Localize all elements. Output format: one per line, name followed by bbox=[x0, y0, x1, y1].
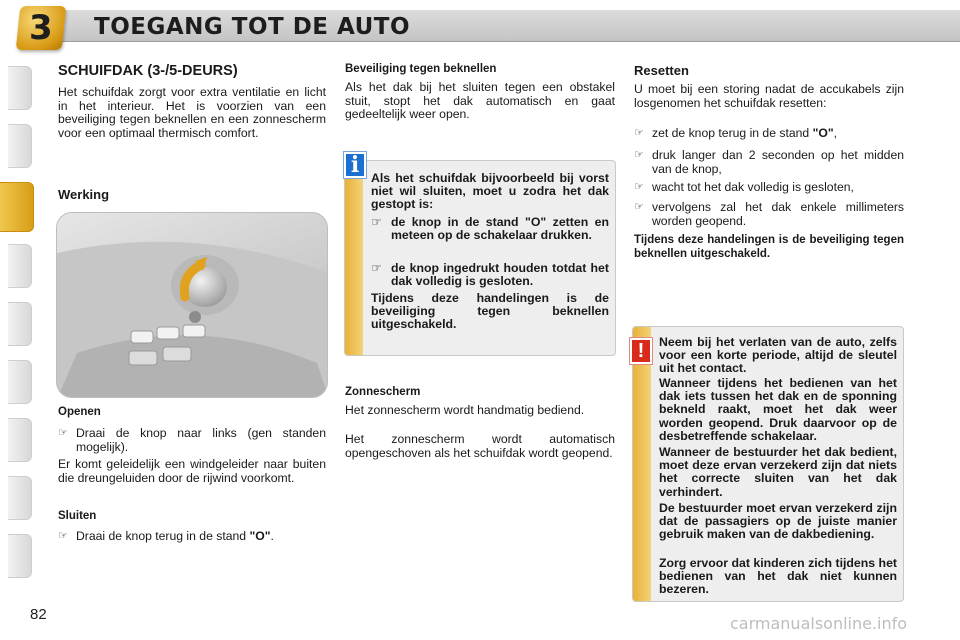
info-bullet-1-end: zetten en meteen op de schakelaar drukken. bbox=[391, 215, 609, 243]
openen-instruction bbox=[58, 427, 326, 454]
chapter-number: 3 bbox=[29, 8, 53, 48]
zonnescherm-text-1: Het zonnescherm wordt handmatig bediend. bbox=[345, 403, 585, 417]
position-o-label: "O" bbox=[812, 126, 834, 140]
pointing-hand-icon: ☞ bbox=[371, 261, 383, 275]
zonnescherm-title: Zonnescherm bbox=[345, 386, 421, 398]
chapter-tabs bbox=[0, 62, 40, 582]
beknellen-text: Als het dak bij het sluiten tegen een obstakel stuit, stopt het dak automatisch en gaat gedeeltelijk weer open. bbox=[345, 80, 615, 122]
resetten-step-4-text: vervolgens zal het dak enkele millimeters worden geopend. bbox=[652, 200, 904, 228]
info-end: Tijdens deze handelingen is de beveiliging tegen beknellen uitgeschakeld. bbox=[371, 291, 609, 332]
resetten-text: U moet bij een storing nadat de accukabels zijn losgenomen het schuifdak resetten: bbox=[634, 82, 904, 110]
openen-bullet-text: Draai de knop naar links (gen standen mogelijk). bbox=[76, 426, 326, 454]
openen-text: Er komt geleidelijk een windgeleider naar buiten die dreungeluiden door de rijwind voorkomt. bbox=[58, 457, 326, 485]
chapter-tab-6[interactable] bbox=[8, 360, 32, 404]
position-o-label: "O" bbox=[249, 529, 271, 543]
page-title: TOEGANG TOT DE AUTO bbox=[94, 14, 411, 40]
page-number: 82 bbox=[30, 606, 47, 623]
warning-4: De bestuurder moet ervan verzekerd zijn dat de passagiers op de juiste manier gebruik maken van de dakbediening. bbox=[659, 501, 897, 542]
sunroof-control-illustration bbox=[57, 213, 328, 398]
pointing-hand-icon: ☞ bbox=[634, 149, 644, 161]
info-bullet-2 bbox=[371, 262, 609, 288]
warning-box-strip bbox=[633, 327, 651, 601]
resetten-step-2 bbox=[634, 149, 904, 176]
resetten-step-1-end: , bbox=[833, 126, 838, 140]
chapter-tab-9[interactable] bbox=[8, 534, 32, 578]
info-intro: Als het schuifdak bijvoorbeeld bij vorst niet wil sluiten, moet u zodra het dak gestopt is: bbox=[371, 171, 609, 212]
warning-icon: ! bbox=[630, 338, 652, 364]
position-o-label: "O" bbox=[525, 215, 547, 229]
pointing-hand-icon: ☞ bbox=[371, 215, 383, 229]
intro-text: Het schuifdak zorgt voor extra ventilatie en licht in het interieur. Het is voorzien van een beveiliging tegen beknellen en een zonnescherm voor een optimaal thermisch comfort. bbox=[58, 85, 326, 140]
warning-3: Wanneer de bestuurder het dak bedient, moet deze ervan verzekerd zijn dat niets het correcte sluiten van het dak verhindert. bbox=[659, 445, 897, 499]
sluiten-title: Sluiten bbox=[58, 510, 97, 522]
warning-5: Zorg ervoor dat kinderen zich tijdens het bedienen van het dak niet kunnen bezeren. bbox=[659, 556, 897, 597]
info-box-strip bbox=[345, 161, 363, 355]
sluiten-bullet-text: Draai de knop terug in de stand bbox=[76, 529, 250, 543]
resetten-step-4 bbox=[634, 201, 904, 228]
openen-title: Openen bbox=[58, 406, 101, 418]
info-bullet-1-text: de knop in de stand bbox=[391, 215, 525, 229]
pointing-hand-icon: ☞ bbox=[58, 427, 68, 439]
chapter-tab-8[interactable] bbox=[8, 476, 32, 520]
chapter-tab-4[interactable] bbox=[8, 244, 32, 288]
section-title: SCHUIFDAK (3-/5-DEURS) bbox=[58, 63, 238, 79]
werking-title: Werking bbox=[58, 187, 110, 202]
resetten-step-1 bbox=[634, 127, 904, 141]
resetten-end: Tijdens deze handelingen is de beveiliging tegen beknellen uitgeschakeld. bbox=[634, 234, 904, 260]
warning-1: Neem bij het verlaten van de auto, zelfs voor een korte periode, altijd de sleutel uit het contact. bbox=[659, 335, 897, 376]
pointing-hand-icon: ☞ bbox=[58, 530, 68, 542]
resetten-step-3 bbox=[634, 181, 904, 195]
sunroof-control-photo bbox=[56, 212, 328, 398]
chapter-badge bbox=[16, 6, 67, 50]
pointing-hand-icon: ☞ bbox=[634, 181, 644, 193]
beknellen-title: Beveiliging tegen beknellen bbox=[345, 63, 497, 75]
resetten-step-1-text: zet de knop terug in de stand bbox=[652, 126, 813, 140]
watermark: carmanualsonline.info bbox=[730, 614, 908, 633]
pointing-hand-icon: ☞ bbox=[634, 127, 644, 139]
chapter-tab-2[interactable] bbox=[8, 124, 32, 168]
sluiten-instruction bbox=[58, 530, 326, 544]
chapter-tab-7[interactable] bbox=[8, 418, 32, 462]
resetten-step-2-text: druk langer dan 2 seconden op het midden van de knop, bbox=[652, 148, 904, 176]
info-bullet-2-text: de knop ingedrukt houden totdat het dak volledig is gesloten. bbox=[391, 261, 609, 289]
chapter-tab-3-active[interactable] bbox=[0, 182, 34, 232]
chapter-tab-1[interactable] bbox=[8, 66, 32, 110]
resetten-title: Resetten bbox=[634, 63, 689, 78]
warning-2: Wanneer tijdens het bedienen van het dak iets tussen het dak en de sponning bekneld raakt, moet het dak weer worden geopend. Druk daarvoor op de desbetreffende schakelaar. bbox=[659, 376, 897, 443]
info-bullet-1 bbox=[371, 216, 609, 242]
chapter-tab-5[interactable] bbox=[8, 302, 32, 346]
resetten-step-3-text: wacht tot het dak volledig is gesloten, bbox=[652, 180, 854, 194]
info-icon: i bbox=[344, 152, 366, 178]
pointing-hand-icon: ☞ bbox=[634, 201, 644, 213]
sluiten-bullet-end: . bbox=[270, 529, 274, 543]
zonnescherm-text-2: Het zonnescherm wordt automatisch opengeschoven als het schuifdak wordt geopend. bbox=[345, 432, 615, 460]
